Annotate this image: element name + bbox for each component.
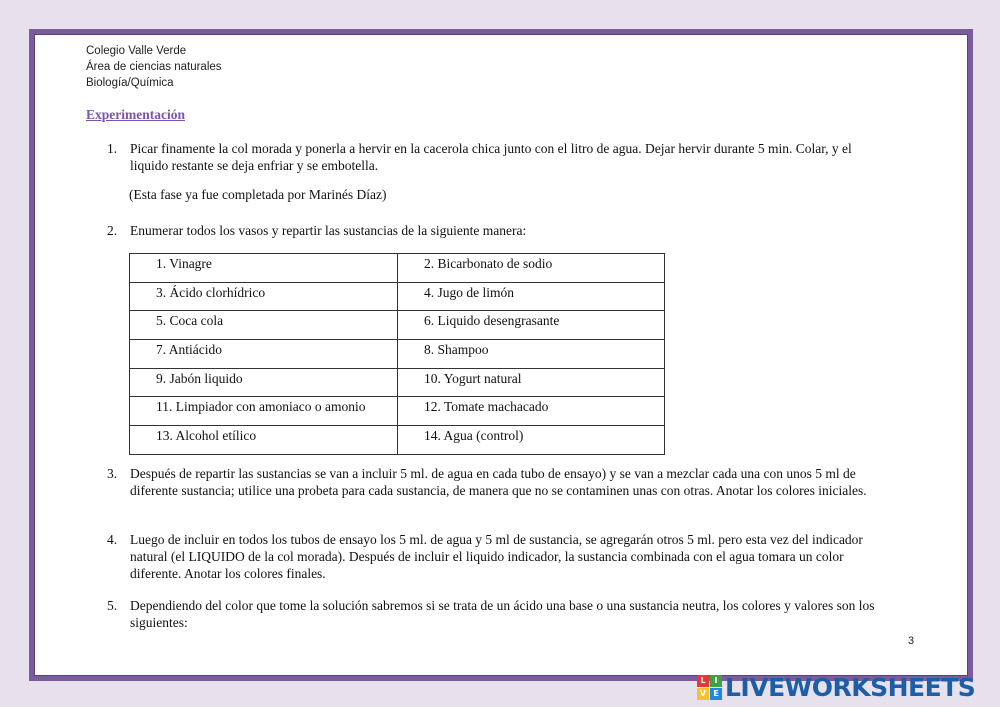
logo-block: V: [697, 688, 709, 700]
step-line: siguientes:: [130, 615, 188, 630]
step-number: 3.: [107, 466, 118, 481]
step-line: Luego de incluir en todos los tubos de ensayo los 5 ml. de agua y 5 ml de sustancia, se agregarán otros 5 ml. pero esta vez del indicador: [130, 532, 863, 547]
step-line: natural (el LIQUIDO de la col morada). Después de incluir el liquido indicador, la sustancia combinada con el agua tomara un color: [130, 549, 844, 564]
table-row: [130, 311, 665, 340]
step-text: [130, 222, 526, 239]
substance-cell: 4. Jugo de limón: [398, 282, 665, 311]
substance-cell: 1. Vinagre: [130, 254, 398, 283]
substance-cell: 11. Limpiador con amoniaco o amonio: [130, 397, 398, 426]
step-number: 4.: [107, 532, 118, 547]
step-number: 2.: [107, 223, 118, 238]
school-name: Colegio Valle Verde: [86, 45, 187, 57]
step-line: Picar finamente la col morada y ponerla a hervir en la cacerola chica junto con el litro de agua. Dejar hervir durante 5 min. Colar, y el: [130, 141, 852, 156]
table-row: [130, 282, 665, 311]
step-text: [130, 140, 852, 174]
substance-cell: 8. Shampoo: [398, 340, 665, 369]
logo-block: L: [697, 675, 709, 687]
table-row: [130, 254, 665, 283]
substance-cell: 3. Ácido clorhídrico: [130, 282, 398, 311]
step-line: diferente sustancia; utilice una probeta para cada sustancia, de manera que no se contaminen unas con otras. Anotar los colores iniciales.: [130, 483, 867, 498]
step-number: 5.: [107, 598, 118, 613]
substance-cell: 14. Agua (control): [398, 426, 665, 455]
completion-note: (Esta fase ya fue completada por Marinés Díaz): [129, 187, 387, 202]
document-header: [86, 43, 222, 91]
logo-block: E: [710, 688, 722, 700]
step-line: Después de repartir las sustancias se van a incluir 5 ml. de agua en cada tubo de ensayo) y se van a mezclar cada una con unos 5 ml de: [130, 466, 856, 481]
step-line: liquido restante se deja enfriar y se embotella.: [130, 158, 379, 173]
substance-cell: 5. Coca cola: [130, 311, 398, 340]
logo-text: LIVEWORKSHEETS: [725, 672, 976, 702]
page-number: 3: [908, 635, 915, 647]
section-title: Experimentación: [86, 107, 185, 122]
step-text: [130, 531, 863, 582]
logo-block: I: [710, 675, 722, 687]
logo-blocks-icon: [697, 675, 722, 700]
substance-cell: 12. Tomate machacado: [398, 397, 665, 426]
step-line: diferente. Anotar los colores finales.: [130, 566, 326, 581]
subject-area: Área de ciencias naturales: [86, 61, 222, 73]
table-row: [130, 426, 665, 455]
subject-name: Biología/Química: [86, 77, 174, 89]
substance-cell: 13. Alcohol etílico: [130, 426, 398, 455]
step-text: [130, 597, 875, 631]
substance-cell: 2. Bicarbonato de sodio: [398, 254, 665, 283]
table-row: [130, 340, 665, 369]
substance-cell: 10. Yogurt natural: [398, 368, 665, 397]
step-line: Enumerar todos los vasos y repartir las sustancias de la siguiente manera:: [130, 223, 527, 238]
step-line: Dependiendo del color que tome la solución sabremos si se trata de un ácido una base o una sustancia neutra, los colores y valores son los: [130, 598, 875, 613]
table-row: [130, 368, 665, 397]
substance-cell: 7. Antiácido: [130, 340, 398, 369]
substance-cell: 9. Jabón liquido: [130, 368, 398, 397]
liveworksheets-logo: [697, 674, 975, 700]
table-row: [130, 397, 665, 426]
substance-cell: 6. Liquido desengrasante: [398, 311, 665, 340]
step-number: 1.: [107, 141, 118, 156]
substances-table: [129, 253, 665, 455]
step-text: [130, 465, 867, 499]
